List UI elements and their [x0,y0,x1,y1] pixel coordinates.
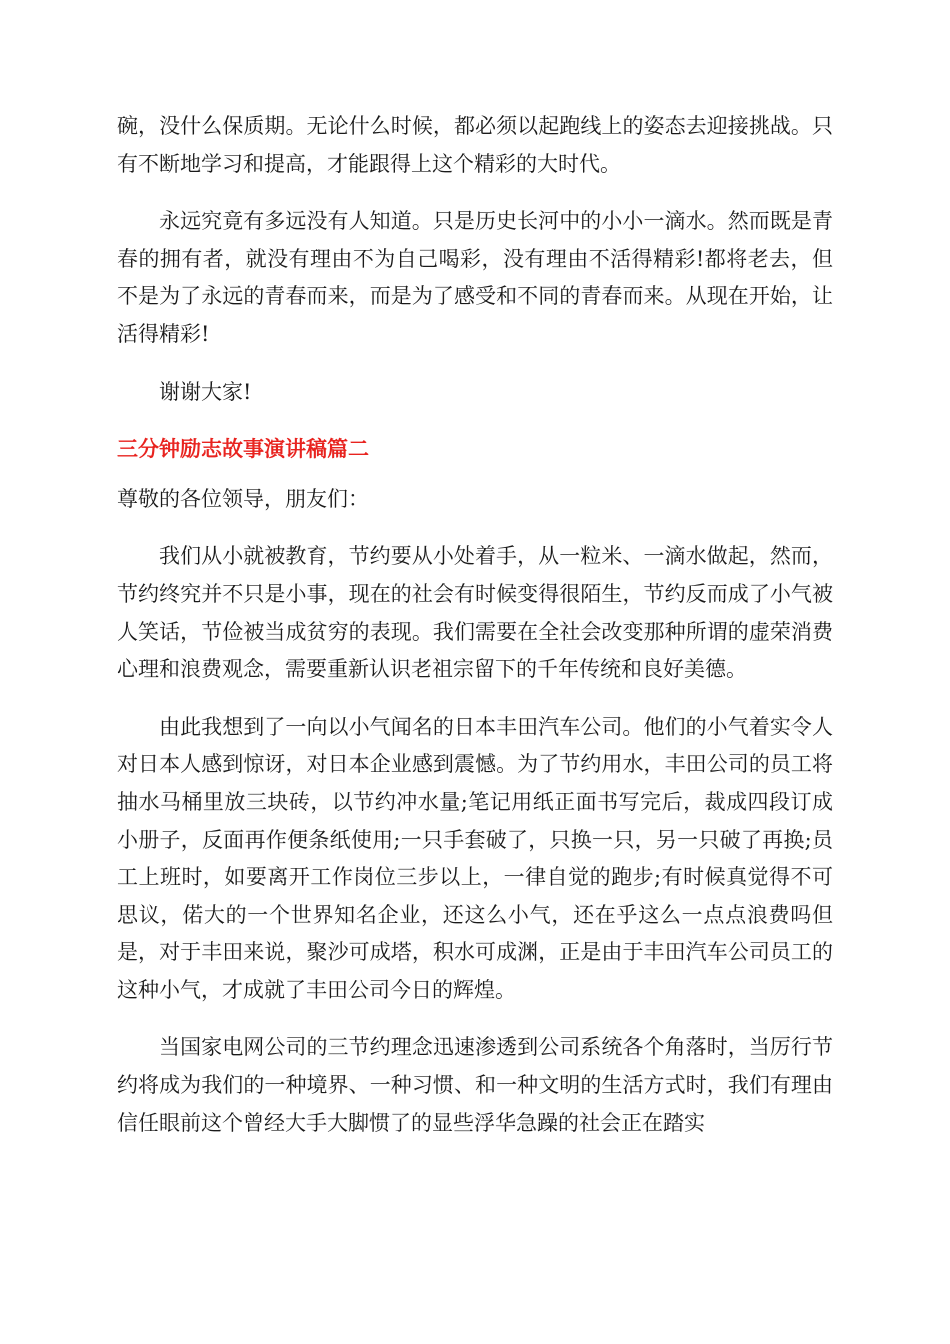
paragraph-continued: 碗，没什么保质期。无论什么时候，都必须以起跑线上的姿态去迎接挑战。只有不断地学习和提高，才能跟得上这个精彩的大时代。 [117,114,833,176]
paragraph-state-grid: 当国家电网公司的三节约理念迅速渗透到公司系统各个角落时，当厉行节约将成为我们的一种境界、一种习惯、和一种文明的生活方式时，我们有理由信任眼前这个曾经大手大脚惯了的显些浮华急躁的社会正在踏实 [117,1035,833,1135]
salutation: 尊敬的各位领导，朋友们： [117,486,369,511]
paragraph-saving: 我们从小就被教育，节约要从小处着手，从一粒米、一滴水做起，然而，节约终究并不只是小事，现在的社会有时候变得很陌生，节约反而成了小气被人笑话，节俭被当成贫穷的表现。我们需要在全社会改变那种所谓的虚荣消费心理和浪费观念，需要重新认识老祖宗留下的千年传统和良好美德。 [117,544,833,682]
document-body [117,108,833,1162]
paragraph-youth: 永远究竟有多远没有人知道。只是历史长河中的小小一滴水。然而既是青春的拥有者，就没有理由不为自己喝彩，没有理由不活得精彩!都将老去，但不是为了永远的青春而来，而是为了感受和不同的青春而来。从现在开始，让活得精彩! [117,209,833,346]
paragraph-thanks: 谢谢大家! [159,379,252,404]
paragraph-toyota: 由此我想到了一向以小气闻名的日本丰田汽车公司。他们的小气着实令人对日本人感到惊讶，对日本企业感到震憾。为了节约用水，丰田公司的员工将抽水马桶里放三块砖，以节约冲水量;笔记用纸正面书写完后，裁成四段订成小册子，反面再作便条纸使用;一只手套破了，只换一只，另一只破了再换;员工上班时，如要离开工作岗位三步以上，一律自觉的跑步;有时候真觉得不可思议，偌大的一个世界知名企业，还这么小气，还在乎这么一点点浪费吗但是，对于丰田来说，聚沙可成塔，积水可成渊，正是由于丰田汽车公司员工的这种小气，才成就了丰田公司今日的辉煌。 [117,714,833,1002]
section-heading: 三分钟励志故事演讲稿篇二 [117,437,369,462]
